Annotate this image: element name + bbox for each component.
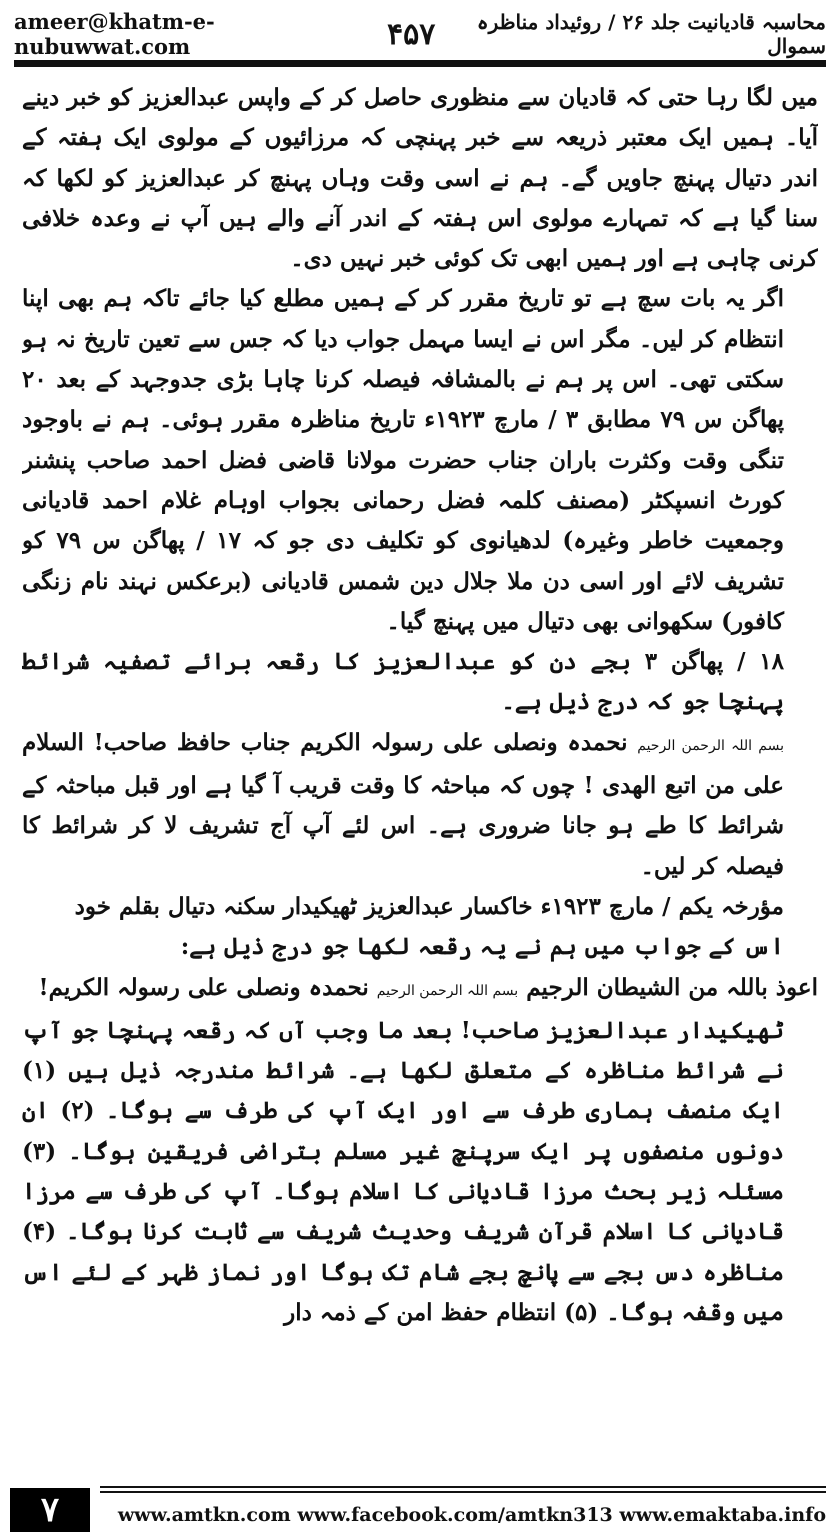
header-email: ameer@khatm-e-nubuwwat.com xyxy=(14,9,215,59)
bismillah-text: بسم اللہ الرحمن الرحیم xyxy=(637,737,784,754)
header-page-number: ۴۵۷ xyxy=(387,16,436,52)
footer-page-number: ۷ xyxy=(10,1488,90,1532)
paragraph-7 xyxy=(22,968,818,1011)
paragraph-7-b: نحمدہ ونصلی علی رسولہ الکریم! xyxy=(38,973,369,1001)
paragraph-4-text: نحمدہ ونصلی علی رسولہ الکریم جناب حافظ صاحب! السلام علی من اتبع الھدی ! چوں کہ مباحثہ کا وقت قریب آ گیا ہے اور قبل مباحثہ کے شرائط کا طے ہو جانا ضروری ہے۔ اس لئے آپ آج تشریف لا کر شرائط کا فیصلہ کر لیں۔ xyxy=(22,728,784,880)
page-header xyxy=(14,9,826,59)
paragraph-6: اس کے جواب میں ہم نے یہ رقعہ لکھا جو درج ذیل ہے: xyxy=(180,933,784,961)
paragraph-1: میں لگا رہا حتی کہ قادیان سے منظوری حاصل کر کے واپس عبدالعزیز کو خبر دینے آیا۔ ہمیں ایک معتبر ذریعہ سے خبر پہنچی کہ مرزائیوں کے مولوی ایک ہفتہ کے اندر دتیال پہنچ جاویں گے۔ ہم نے اسی وقت وہاں پہنچ کر عبدالعزیز کو لکھا کہ سنا گیا ہے کہ تمہارے مولوی اس ہفتہ کے اندر آنے والے ہیں آپ نے وعدہ خلافی کرنی چاہی ہے اور ہمیں ابھی تک کوئی خبر نہیں دی۔ xyxy=(22,84,818,273)
paragraph-8: ٹھیکیدار عبدالعزیز صاحب! بعد ما وجب آں کہ رقعہ پہنچا جو آپ نے شرائط مناظرہ کے متعلق لکھا ہے۔ شرائط مندرجہ ذیل ہیں (۱) ایک منصف ہماری طرف سے اور ایک آپ کی طرف سے ہوگا۔ (۲) ان دونوں منصفوں پر ایک سرپنچ غیر مسلم بتراضی فریقین ہوگا۔ (۳) مسئلہ زیر بحث مرزا قادیانی کا اسلام ہوگا۔ آپ کی طرف سے مرزا قادیانی کا اسلام قرآن شریف وحدیث شریف سے ثابت کرنا ہوگا۔ (۴) مناظرہ دس بجے سے پانچ بجے شام تک ہوگا اور نماز ظہر کے لئے اس میں وقفہ ہوگا۔ (۵) انتظام حفظ امن کے ذمہ دار xyxy=(22,1016,784,1326)
footer-rule xyxy=(100,1486,826,1488)
paragraph-3: ۱۸ / پھاگن ۳ بجے دن کو عبدالعزیز کا رقعہ برائے تصفیہ شرائط پہنچا جو کہ درج ذیل ہے۔ xyxy=(22,648,784,716)
page-body xyxy=(22,78,818,1468)
footer-rule-2 xyxy=(100,1491,826,1493)
header-rule xyxy=(14,60,826,67)
paragraph-5: مؤرخہ یکم / مارچ ۱۹۲۳ء خاکسار عبدالعزیز ٹھیکیدار سکنہ دتیال بقلم خود xyxy=(74,892,784,920)
paragraph-2: اگر یہ بات سچ ہے تو تاریخ مقرر کر کے ہمیں مطلع کیا جائے تاکہ ہم بھی اپنا انتظام کر لیں۔ مگر اس نے ایسا مہمل جواب دیا کہ جس سے تعین تاریخ نہ ہو سکتی تھی۔ اس پر ہم نے بالمشافہ فیصلہ کرنا چاہا بڑی جدوجہد کے بعد ۲۰ پھاگن س ۷۹ مطابق ۳ / مارچ ۱۹۲۳ء تاریخ مناظرہ مقرر ہوئی۔ ہم نے باوجود تنگی وقت وکثرت باران جناب حضرت مولانا قاضی فضل احمد صاحب پنشنر کورٹ انسپکٹر (مصنف کلمہ فضل رحمانی بجواب اوہام غلام احمد قادیانی وجمعیت خاطر وغیرہ) لدھیانوی کو تکلیف دی جو کہ ۱۷ / پھاگن س ۷۹ کو تشریف لائے اور اسی دن ملا جلال دین شمس قادیانی (برعکس نہند نام زنگی کافور) سکھوانی بھی دتیال میں پہنچ گیا۔ xyxy=(22,285,784,635)
footer-urls: www.amtkn.com www.facebook.com/amtkn313 www.emaktaba.info xyxy=(117,1504,826,1526)
bismillah-text-2: بسم اللہ الرحمن الرحیم xyxy=(376,982,519,999)
paragraph-7-a: اعوذ باللہ من الشیطان الرجیم xyxy=(526,973,818,1001)
paragraph-4 xyxy=(22,723,818,887)
header-title: محاسبہ قادیانیت جلد ۲۶ / روئیداد مناظرہ سموال xyxy=(476,10,826,58)
